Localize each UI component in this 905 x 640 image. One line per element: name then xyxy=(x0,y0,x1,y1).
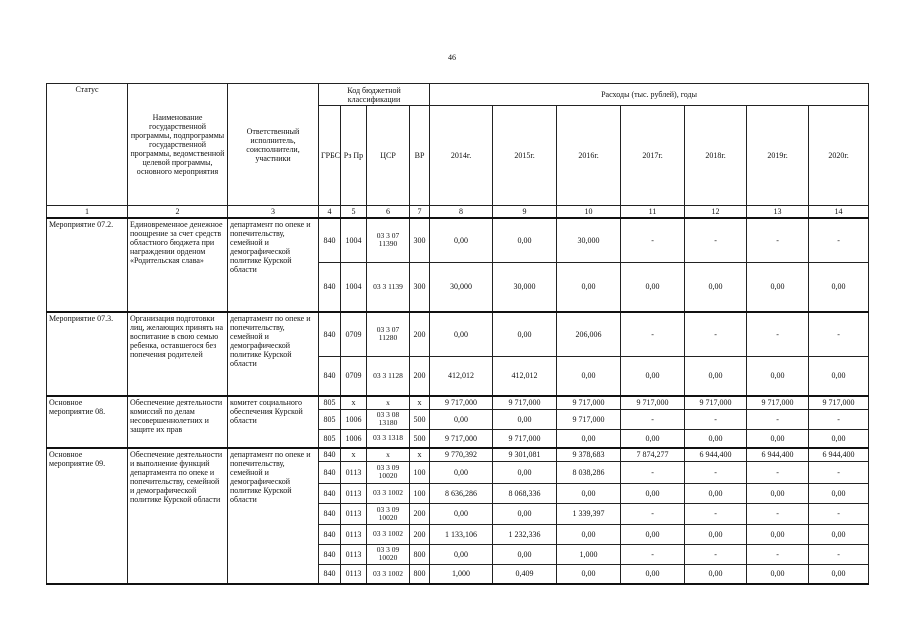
expense-cell: 9 717,000 xyxy=(747,396,809,409)
expense-cell: 0,00 xyxy=(809,564,869,584)
expense-cell: 0,00 xyxy=(430,461,493,483)
header-rzpr: Рз Пр xyxy=(341,106,367,206)
header-year: 2019г. xyxy=(747,106,809,206)
column-number: 14 xyxy=(809,206,869,219)
csr-cell: 03 3 07 11390 xyxy=(367,218,410,262)
rzpr-cell: 0113 xyxy=(341,503,367,524)
expense-cell: 0,00 xyxy=(430,503,493,524)
expense-cell: - xyxy=(747,544,809,564)
expense-cell: - xyxy=(747,312,809,356)
expense-cell: - xyxy=(621,503,685,524)
expense-cell: - xyxy=(685,544,747,564)
status-cell: Основное мероприятие 08. xyxy=(47,396,128,448)
expense-cell: - xyxy=(747,461,809,483)
column-number: 7 xyxy=(410,206,430,219)
expense-cell: - xyxy=(621,461,685,483)
expense-cell: 9 301,081 xyxy=(493,448,557,461)
expense-cell: - xyxy=(685,461,747,483)
column-number: 10 xyxy=(557,206,621,219)
expense-cell: - xyxy=(685,503,747,524)
header-year: 2016г. xyxy=(557,106,621,206)
expense-cell: 9 717,000 xyxy=(557,409,621,429)
expense-cell: - xyxy=(809,503,869,524)
expense-cell: 6 944,400 xyxy=(685,448,747,461)
expense-cell: 0,00 xyxy=(685,262,747,312)
csr-cell: 03 3 07 11280 xyxy=(367,312,410,356)
expense-cell: 0,00 xyxy=(685,483,747,503)
rzpr-cell: 1006 xyxy=(341,429,367,448)
expense-cell: - xyxy=(621,312,685,356)
vr-cell: 100 xyxy=(410,461,430,483)
grbs-cell: 840 xyxy=(319,483,341,503)
column-number: 1 xyxy=(47,206,128,219)
column-number: 2 xyxy=(128,206,228,219)
rzpr-cell: 0113 xyxy=(341,524,367,544)
responsible-cell: департамент по опеке и попечительству, семейной и демографической политике Курской области xyxy=(228,448,319,584)
column-number: 11 xyxy=(621,206,685,219)
expense-cell: 6 944,400 xyxy=(809,448,869,461)
expense-cell: 0,00 xyxy=(621,524,685,544)
expense-cell: 0,00 xyxy=(430,409,493,429)
grbs-cell: 805 xyxy=(319,409,341,429)
column-number: 5 xyxy=(341,206,367,219)
expense-cell: 0,00 xyxy=(685,429,747,448)
expense-cell: - xyxy=(621,409,685,429)
column-number: 6 xyxy=(367,206,410,219)
expense-cell: 6 944,400 xyxy=(747,448,809,461)
expense-cell: 0,00 xyxy=(747,356,809,396)
expense-cell: 206,006 xyxy=(557,312,621,356)
expense-cell: 0,00 xyxy=(621,564,685,584)
expense-cell: 0,00 xyxy=(557,262,621,312)
vr-cell: 500 xyxy=(410,429,430,448)
csr-cell: x xyxy=(367,396,410,409)
header-year: 2015г. xyxy=(493,106,557,206)
header-year: 2018г. xyxy=(685,106,747,206)
expense-cell: 0,00 xyxy=(809,356,869,396)
rzpr-cell: 0709 xyxy=(341,312,367,356)
vr-cell: 800 xyxy=(410,544,430,564)
expense-cell: 9 717,000 xyxy=(430,429,493,448)
header-grbs: ГРБС xyxy=(319,106,341,206)
grbs-cell: 840 xyxy=(319,564,341,584)
expense-cell: 1 232,336 xyxy=(493,524,557,544)
expense-cell: 8 636,286 xyxy=(430,483,493,503)
grbs-cell: 840 xyxy=(319,312,341,356)
column-number: 8 xyxy=(430,206,493,219)
rzpr-cell: 0113 xyxy=(341,564,367,584)
grbs-cell: 840 xyxy=(319,262,341,312)
budget-table xyxy=(46,83,869,585)
status-cell: Основное мероприятие 09. xyxy=(47,448,128,584)
expense-cell: 9 717,000 xyxy=(557,396,621,409)
csr-cell: 03 3 1128 xyxy=(367,356,410,396)
vr-cell: 300 xyxy=(410,262,430,312)
rzpr-cell: 1004 xyxy=(341,262,367,312)
table-row xyxy=(47,312,869,356)
expense-cell: 0,00 xyxy=(430,312,493,356)
responsible-cell: комитет социального обеспечения Курской области xyxy=(228,396,319,448)
rzpr-cell: x xyxy=(341,448,367,461)
vr-cell: x xyxy=(410,396,430,409)
expense-cell: 0,00 xyxy=(621,262,685,312)
expense-cell: 30,000 xyxy=(493,262,557,312)
rzpr-cell: 1006 xyxy=(341,409,367,429)
csr-cell: 03 3 1002 xyxy=(367,564,410,584)
expense-cell: - xyxy=(747,503,809,524)
expense-cell: - xyxy=(621,218,685,262)
csr-cell: 03 3 09 10020 xyxy=(367,461,410,483)
expense-cell: - xyxy=(685,409,747,429)
status-cell: Мероприятие 07.3. xyxy=(47,312,128,396)
vr-cell: 500 xyxy=(410,409,430,429)
expense-cell: 0,00 xyxy=(493,503,557,524)
vr-cell: 300 xyxy=(410,218,430,262)
expense-cell: 412,012 xyxy=(493,356,557,396)
expense-cell: 0,00 xyxy=(557,356,621,396)
expense-cell: 9 770,392 xyxy=(430,448,493,461)
vr-cell: 800 xyxy=(410,564,430,584)
vr-cell: 200 xyxy=(410,312,430,356)
expense-cell: 0,00 xyxy=(493,409,557,429)
expense-cell: - xyxy=(747,218,809,262)
csr-cell: 03 3 09 10020 xyxy=(367,503,410,524)
expense-cell: 0,00 xyxy=(493,544,557,564)
expense-cell: 0,00 xyxy=(621,356,685,396)
expense-cell: 0,00 xyxy=(621,483,685,503)
header-vr: ВР xyxy=(410,106,430,206)
rzpr-cell: 0113 xyxy=(341,461,367,483)
column-number: 9 xyxy=(493,206,557,219)
header-year: 2020г. xyxy=(809,106,869,206)
csr-cell: 03 3 1002 xyxy=(367,483,410,503)
responsible-cell: департамент по опеке и попечительству, семейной и демографической политике Курской области xyxy=(228,312,319,396)
expense-cell: 1,000 xyxy=(430,564,493,584)
grbs-cell: 840 xyxy=(319,448,341,461)
rzpr-cell: 0113 xyxy=(341,483,367,503)
table-row xyxy=(47,448,869,461)
expense-cell: - xyxy=(747,409,809,429)
expense-cell: 0,00 xyxy=(809,524,869,544)
csr-cell: 03 3 1318 xyxy=(367,429,410,448)
expense-cell: - xyxy=(809,409,869,429)
expense-cell: 30,000 xyxy=(430,262,493,312)
expense-cell: 0,00 xyxy=(493,461,557,483)
header-budget-code: Код бюджетной классификации xyxy=(319,84,430,106)
expense-cell: 0,00 xyxy=(747,524,809,544)
grbs-cell: 840 xyxy=(319,524,341,544)
expense-cell: 9 717,000 xyxy=(493,429,557,448)
expense-cell: 1,000 xyxy=(557,544,621,564)
expense-cell: 0,00 xyxy=(809,429,869,448)
table-body xyxy=(47,206,869,585)
expense-cell: 0,00 xyxy=(685,356,747,396)
expense-cell: 0,00 xyxy=(809,262,869,312)
csr-cell: 03 3 09 10020 xyxy=(367,544,410,564)
expense-cell: 0,00 xyxy=(747,429,809,448)
expense-cell: 30,000 xyxy=(557,218,621,262)
expense-cell: 8 038,286 xyxy=(557,461,621,483)
expense-cell: 9 378,683 xyxy=(557,448,621,461)
expense-cell: 0,00 xyxy=(809,483,869,503)
rzpr-cell: 0113 xyxy=(341,544,367,564)
expense-cell: 7 874,277 xyxy=(621,448,685,461)
expense-cell: 0,00 xyxy=(430,218,493,262)
expense-cell: 1 133,106 xyxy=(430,524,493,544)
grbs-cell: 840 xyxy=(319,544,341,564)
status-cell: Мероприятие 07.2. xyxy=(47,218,128,312)
expense-cell: - xyxy=(621,544,685,564)
expense-cell: 1 339,397 xyxy=(557,503,621,524)
expense-cell: - xyxy=(809,218,869,262)
column-number: 13 xyxy=(747,206,809,219)
name-cell: Обеспечение деятельности комиссий по делам несовершеннолетних и защите их прав xyxy=(128,396,228,448)
grbs-cell: 805 xyxy=(319,429,341,448)
vr-cell: x xyxy=(410,448,430,461)
csr-cell: 03 3 1002 xyxy=(367,524,410,544)
name-cell: Организация подготовки лиц, желающих принять на воспитание в свою семью ребенка, оставшегося без попечения родителей xyxy=(128,312,228,396)
expense-cell: 9 717,000 xyxy=(685,396,747,409)
expense-cell: 0,00 xyxy=(493,312,557,356)
csr-cell: 03 3 1139 xyxy=(367,262,410,312)
expense-cell: 0,00 xyxy=(557,429,621,448)
expense-cell: - xyxy=(685,312,747,356)
expense-cell: 9 717,000 xyxy=(493,396,557,409)
expense-cell: 8 068,336 xyxy=(493,483,557,503)
expense-cell: 0,00 xyxy=(685,524,747,544)
header-year: 2014г. xyxy=(430,106,493,206)
header-csr: ЦСР xyxy=(367,106,410,206)
expense-cell: - xyxy=(809,544,869,564)
column-number: 12 xyxy=(685,206,747,219)
rzpr-cell: 1004 xyxy=(341,218,367,262)
header-expenses: Расходы (тыс. рублей), годы xyxy=(430,84,869,106)
expense-cell: 0,00 xyxy=(493,218,557,262)
csr-cell: x xyxy=(367,448,410,461)
column-number-row xyxy=(47,206,869,219)
expense-cell: 0,00 xyxy=(747,564,809,584)
column-number: 3 xyxy=(228,206,319,219)
expense-cell: 9 717,000 xyxy=(430,396,493,409)
vr-cell: 200 xyxy=(410,503,430,524)
expense-cell: 0,00 xyxy=(747,262,809,312)
table-row xyxy=(47,218,869,262)
rzpr-cell: x xyxy=(341,396,367,409)
expense-cell: 9 717,000 xyxy=(809,396,869,409)
vr-cell: 200 xyxy=(410,356,430,396)
grbs-cell: 840 xyxy=(319,461,341,483)
header-year: 2017г. xyxy=(621,106,685,206)
vr-cell: 100 xyxy=(410,483,430,503)
name-cell: Обеспечение деятельности и выполнение функций департамента по опеке и попечительству, семейной и демографической политике Курской области xyxy=(128,448,228,584)
grbs-cell: 840 xyxy=(319,356,341,396)
expense-cell: 0,00 xyxy=(685,564,747,584)
expense-cell: 0,00 xyxy=(621,429,685,448)
expense-cell: 9 717,000 xyxy=(621,396,685,409)
header-responsible: Ответственный исполнитель, соисполнители, участники xyxy=(228,84,319,206)
column-number: 4 xyxy=(319,206,341,219)
name-cell: Единовременное денежное поощрение за счет средств областного бюджета при награждении орденом «Родительская слава» xyxy=(128,218,228,312)
rzpr-cell: 0709 xyxy=(341,356,367,396)
header-name: Наименование государственной программы, подпрограммы государственной программы, ведомственной целевой программы, основного мероприятия xyxy=(128,84,228,206)
grbs-cell: 805 xyxy=(319,396,341,409)
grbs-cell: 840 xyxy=(319,503,341,524)
expense-cell: 0,409 xyxy=(493,564,557,584)
grbs-cell: 840 xyxy=(319,218,341,262)
page-number: 46 xyxy=(448,53,456,62)
expense-cell: 0,00 xyxy=(557,524,621,544)
expense-cell: - xyxy=(809,312,869,356)
responsible-cell: департамент по опеке и попечительству, семейной и демографической политике Курской области xyxy=(228,218,319,312)
expense-cell: - xyxy=(809,461,869,483)
expense-cell: 0,00 xyxy=(747,483,809,503)
csr-cell: 03 3 08 13180 xyxy=(367,409,410,429)
expense-cell: 0,00 xyxy=(557,483,621,503)
expense-cell: 412,012 xyxy=(430,356,493,396)
expense-cell: 0,00 xyxy=(557,564,621,584)
header-status: Статус xyxy=(47,84,128,206)
expense-cell: 0,00 xyxy=(430,544,493,564)
expense-cell: - xyxy=(685,218,747,262)
table-row xyxy=(47,396,869,409)
vr-cell: 200 xyxy=(410,524,430,544)
